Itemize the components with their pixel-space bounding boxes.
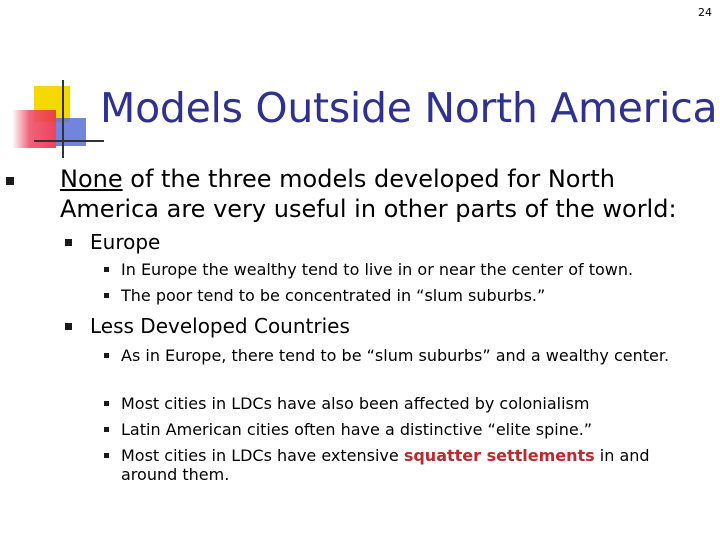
list-item: Most cities in LDCs have extensive squatter settlements in and around them. [121,446,681,484]
highlighted-term: squatter settlements [403,446,595,465]
list-item: The poor tend to be concentrated in “slum suburbs.” [121,286,691,305]
bullet-square-icon [6,177,14,185]
horizontal-line [34,140,104,142]
slide-title: Models Outside North America [100,84,718,132]
bullet-square-icon [65,323,72,330]
bullet-square-icon [104,353,109,358]
red-square [12,110,56,148]
list-item: As in Europe, there tend to be “slum suburbs” and a wealthy center. [121,346,681,365]
slide-number: 24 [698,6,712,19]
bullet-square-icon [104,401,109,406]
main-bullet [60,164,710,224]
list-item: In Europe the wealthy tend to live in or near the center of town. [121,260,691,279]
main-bullet-emphasis: None [60,165,123,193]
decorative-logo [0,0,100,170]
bullet-square-icon [104,293,109,298]
bullet-square-icon [104,267,109,272]
bullet-square-icon [104,427,109,432]
section-heading-europe: Europe [90,230,160,254]
bullet-square-icon [65,239,72,246]
main-bullet-text: of the three models developed for North America are very useful in other parts of the world: [60,165,677,223]
list-item: Most cities in LDCs have also been affected by colonialism [121,394,691,413]
bullet-square-icon [104,453,109,458]
list-item: Latin American cities often have a distinctive “elite spine.” [121,420,691,439]
vertical-line [62,80,64,158]
section-heading-ldc: Less Developed Countries [90,314,350,338]
